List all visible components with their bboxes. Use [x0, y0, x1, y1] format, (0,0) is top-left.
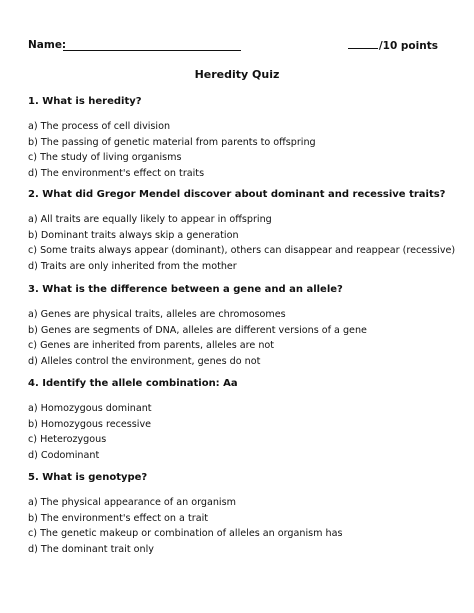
- answer-option: c) The genetic makeup or combination of alleles an organism has: [28, 528, 343, 539]
- answer-option: b) Homozygous recessive: [28, 418, 152, 430]
- answer-option: d) Alleles control the environment, genes do not: [28, 355, 261, 367]
- question-block: [28, 283, 367, 369]
- question-text: 4. Identify the allele combination: Aa: [28, 378, 238, 389]
- question-text: 1. What is heredity?: [28, 96, 142, 107]
- answer-option: d) The environment's effect on traits: [28, 167, 205, 179]
- answer-options: [28, 307, 367, 369]
- answer-option: a) Homozygous dominant: [28, 403, 152, 414]
- question-text: 3. What is the difference between a gene and an allele?: [28, 284, 343, 295]
- answer-options: [28, 401, 238, 463]
- quiz-header: [28, 39, 438, 55]
- answer-option: a) All traits are equally likely to appear in offspring: [28, 214, 272, 225]
- points-field: [348, 39, 438, 52]
- question-block: [28, 471, 343, 557]
- answer-option: d) Codominant: [28, 449, 100, 461]
- answer-option: b) The passing of genetic material from parents to offspring: [28, 136, 316, 148]
- answer-option: c) Some traits always appear (dominant), others can disappear and reappear (recessive): [28, 245, 456, 256]
- page-title: Heredity Quiz: [194, 68, 280, 81]
- question-text: 2. What did Gregor Mendel discover about dominant and recessive traits?: [28, 189, 446, 200]
- answer-option: d) Traits are only inherited from the mother: [28, 260, 237, 272]
- answer-option: a) The process of cell division: [28, 121, 171, 132]
- question-block: [28, 377, 238, 463]
- answer-option: b) Genes are segments of DNA, alleles are different versions of a gene: [28, 324, 367, 336]
- answer-option: c) Genes are inherited from parents, alleles are not: [28, 340, 275, 351]
- answer-option: b) The environment's effect on a trait: [28, 512, 208, 524]
- score-blank-line: [348, 39, 378, 49]
- question-block: [28, 188, 455, 274]
- points-label: /10 points: [378, 40, 438, 52]
- question-text: 5. What is genotype?: [28, 472, 148, 483]
- name-blank-line: [63, 50, 241, 51]
- answer-option: c) The study of living organisms: [28, 152, 182, 163]
- name-label: Name:: [28, 39, 67, 51]
- answer-options: [28, 495, 343, 557]
- answer-option: c) Heterozygous: [28, 434, 107, 445]
- answer-option: a) The physical appearance of an organism: [28, 497, 236, 508]
- answer-option: a) Genes are physical traits, alleles are chromosomes: [28, 309, 286, 320]
- question-block: [28, 95, 316, 181]
- answer-options: [28, 119, 316, 181]
- answer-option: d) The dominant trait only: [28, 543, 154, 555]
- answer-option: b) Dominant traits always skip a generation: [28, 229, 239, 241]
- answer-options: [28, 212, 455, 274]
